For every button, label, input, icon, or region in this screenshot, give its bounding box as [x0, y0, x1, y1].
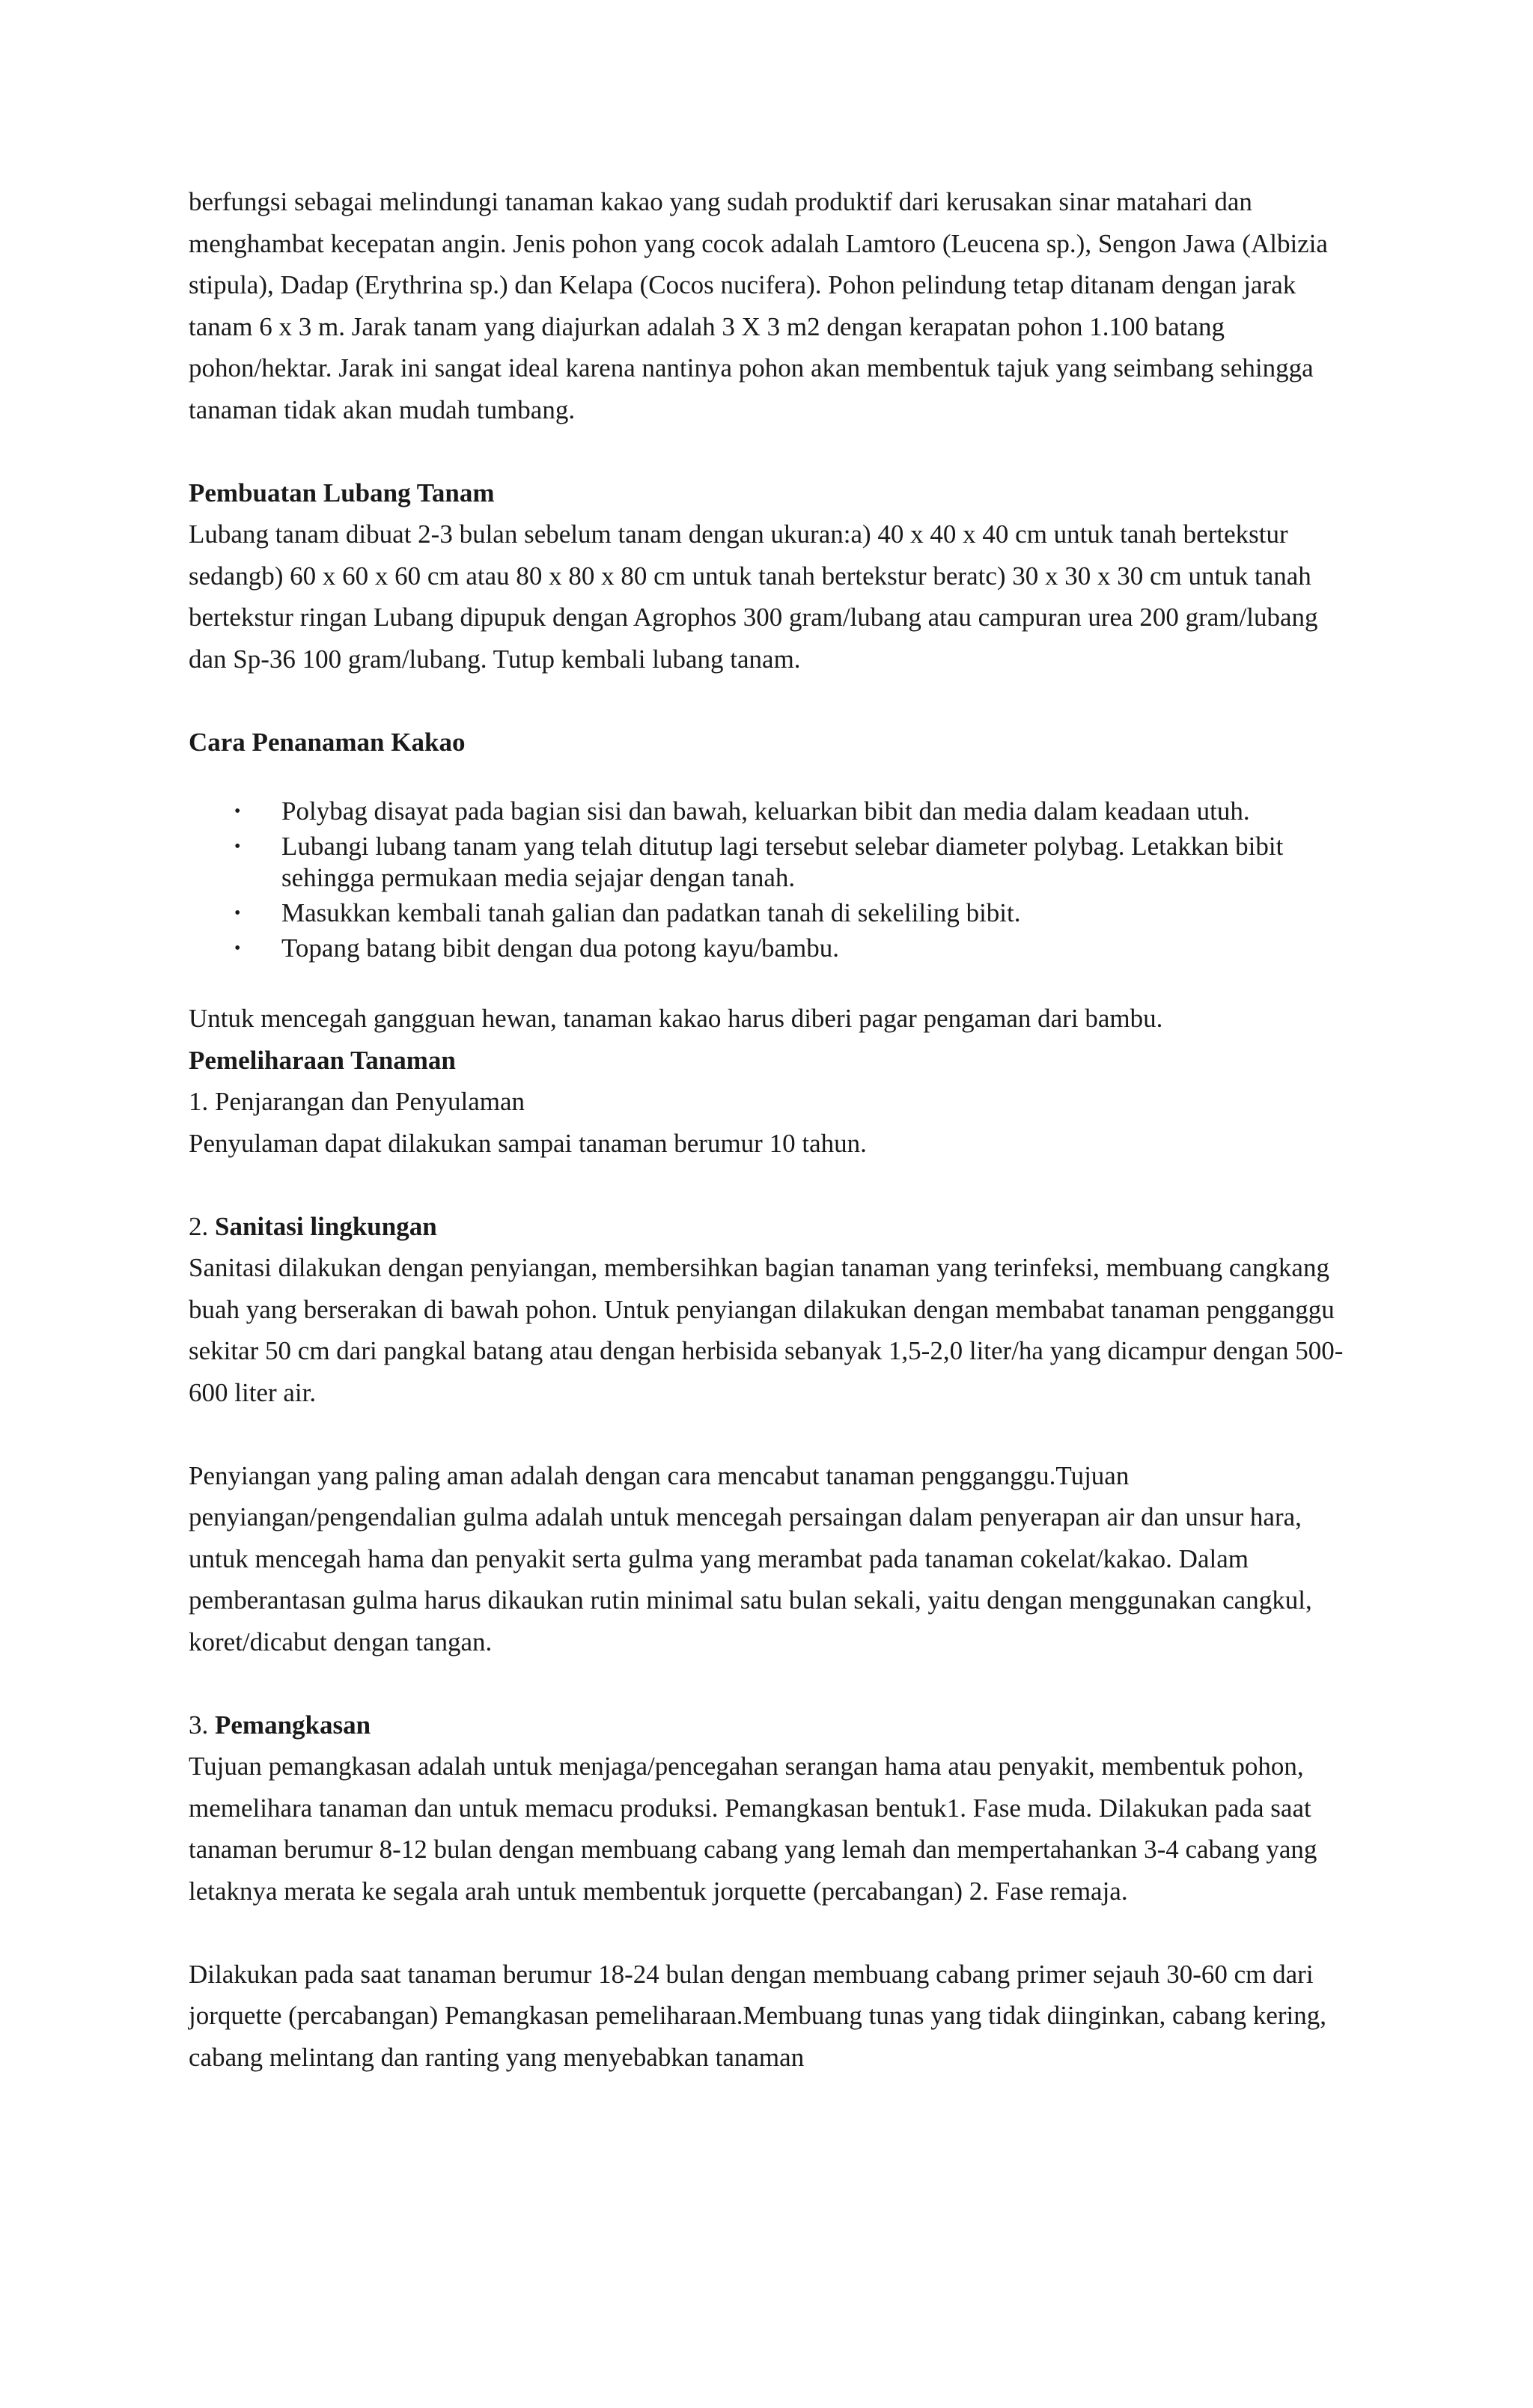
pemangkasan-paragraph-2: Dilakukan pada saat tanaman berumur 18-24 bulan dengan membuang cabang primer sejauh 30-60 cm dari jorquette (percabangan) Pemangkasan pemeliharaan.Membuang tunas yang tidak diinginkan, cabang kering, cabang melintang dan ranting yang menyebabkan tanaman	[189, 1959, 1327, 2072]
bullet-icon: •	[234, 939, 241, 958]
penanaman-note: Untuk mencegah gangguan hewan, tanaman kakao harus diberi pagar pengaman dari bambu.	[189, 1004, 1163, 1033]
bullet-icon: •	[234, 837, 241, 856]
document-body	[189, 181, 1356, 2078]
subsection-number: 2.	[189, 1211, 209, 1241]
paragraph-spacer	[189, 1662, 1356, 1704]
paragraph-spacer	[189, 968, 1356, 998]
pemangkasan-paragraph-1: Tujuan pemangkasan adalah untuk menjaga/pencegahan serangan hama atau penyakit, membentuk pohon, memelihara tanaman dan untuk memacu produksi. Pemangkasan bentuk1. Fase muda. Dilakukan pada saat tanaman berumur 8-12 bulan dengan membuang cabang yang lemah dan mempertahankan 3-4 cabang yang letaknya merata ke segala arah untuk membentuk jorquette (percabangan) 2. Fase remaja.	[189, 1752, 1317, 1906]
list-item-text: Polybag disayat pada bagian sisi dan bawah, keluarkan bibit dan media dalam keadaan utuh.	[281, 796, 1250, 826]
penjarangan-paragraph: Penyulaman dapat dilakukan sampai tanaman berumur 10 tahun.	[189, 1128, 867, 1158]
sanitasi-paragraph-1: Sanitasi dilakukan dengan penyiangan, membersihkan bagian tanaman yang terinfeksi, membuang cangkang buah yang berserakan di bawah pohon. Untuk penyiangan dilakukan dengan membabat tanaman pengganggu sekitar 50 cm dari pangkal batang atau dengan herbisida sebanyak 1,5-2,0 liter/ha yang dicampur dengan 500-600 liter air.	[189, 1253, 1344, 1407]
subsection-title-pemangkasan	[189, 1704, 1356, 1746]
paragraph-spacer	[189, 680, 1356, 722]
subsection-title-penjarangan	[189, 1081, 1356, 1123]
subsection-number: 1.	[189, 1087, 209, 1116]
list-item	[189, 796, 1367, 827]
subsection-title-sanitasi	[189, 1206, 1356, 1248]
section-heading-pemeliharaan: Pemeliharaan Tanaman	[189, 1045, 456, 1075]
intro-paragraph: berfungsi sebagai melindungi tanaman kakao yang sudah produktif dari kerusakan sinar matahari dan menghambat kecepatan angin. Jenis pohon yang cocok adalah Lamtoro (Leucena sp.), Sengon Jawa (Albizia stipula), Dadap (Erythrina sp.) dan Kelapa (Cocos nucifera). Pohon pelindung tetap ditanam dengan jarak tanam 6 x 3 m. Jarak tanam yang diajurkan adalah 3 X 3 m2 dengan kerapatan pohon 1.100 batang pohon/hektar. Jarak ini sangat ideal karena nantinya pohon akan membentuk tajuk yang seimbang sehingga tanaman tidak akan mudah tumbang.	[189, 187, 1328, 424]
paragraph-spacer	[189, 763, 1356, 796]
paragraph-spacer	[189, 1413, 1356, 1455]
list-item-text: Topang batang bibit dengan dua potong kayu/bambu.	[281, 933, 840, 963]
subsection-number: 3.	[189, 1710, 209, 1740]
subsection-title-text: Pemangkasan	[215, 1710, 371, 1740]
list-item-text: Lubangi lubang tanam yang telah ditutup lagi tersebut selebar diameter polybag. Letakkan bibit sehingga permukaan media sejajar dengan tanah.	[281, 832, 1284, 892]
subsection-title-text: Sanitasi lingkungan	[215, 1211, 437, 1241]
section-heading-penanaman: Cara Penanaman Kakao	[189, 727, 466, 757]
bullet-icon: •	[234, 903, 241, 923]
list-item-text: Masukkan kembali tanah galian dan padatkan tanah di sekeliling bibit.	[281, 898, 1021, 927]
paragraph-spacer	[189, 1912, 1356, 1954]
penanaman-bullet-list	[189, 796, 1356, 964]
sanitasi-paragraph-2: Penyiangan yang paling aman adalah dengan cara mencabut tanaman pengganggu.Tujuan penyiangan/pengendalian gulma adalah untuk mencegah persaingan dalam penyerapan air dan unsur hara, untuk mencegah hama dan penyakit serta gulma yang merambat pada tanaman cokelat/kakao. Dalam pemberantasan gulma harus dikaukan rutin minimal satu bulan sekali, yaitu dengan menggunakan cangkul, koret/dicabut dengan tangan.	[189, 1460, 1312, 1656]
bullet-icon: •	[234, 802, 241, 821]
subsection-title-text: Penjarangan dan Penyulaman	[215, 1087, 525, 1116]
list-item	[189, 831, 1367, 894]
paragraph-spacer	[189, 430, 1356, 472]
lubang-tanam-paragraph: Lubang tanam dibuat 2-3 bulan sebelum tanam dengan ukuran:a) 40 x 40 x 40 cm untuk tanah bertekstur sedangb) 60 x 60 x 60 cm atau 80 x 80 x 80 cm untuk tanah bertekstur beratc) 30 x 30 x 30 cm untuk tanah bertekstur ringan Lubang dipupuk dengan Agrophos 300 gram/lubang atau campuran urea 200 gram/lubang dan Sp-36 100 gram/lubang. Tutup kembali lubang tanam.	[189, 519, 1318, 674]
list-item	[189, 933, 1367, 964]
section-heading-lubang-tanam: Pembuatan Lubang Tanam	[189, 478, 495, 507]
paragraph-spacer	[189, 1164, 1356, 1206]
list-item	[189, 897, 1367, 929]
